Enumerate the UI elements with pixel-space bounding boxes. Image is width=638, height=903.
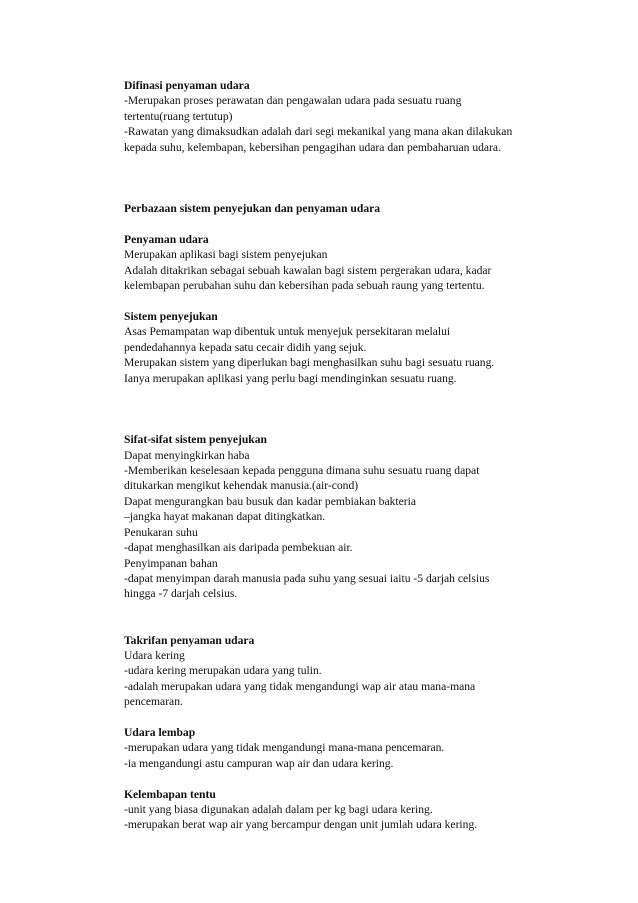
text-line: kelembapan perubahan suhu dan kebersihan pada sebuah raung yang tertentu. (124, 279, 485, 293)
text-line: -Memberikan keselesaan kepada pengguna dimana suhu sesuatu ruang dapat (124, 464, 480, 478)
subheading-udara-lembap: Udara lembap (124, 725, 196, 739)
subheading-penyaman-udara: Penyaman udara (124, 233, 209, 247)
spacer (124, 386, 544, 417)
section-heading-difinasi: Difinasi penyaman udara (124, 79, 250, 92)
text-line: pencemaran. (124, 695, 183, 709)
spacer (124, 602, 544, 633)
text-line: kepada suhu, kelembapan, kebersihan pengagihan udara dan pembaharuan udara. (124, 140, 501, 154)
text-line: tertentu(ruang tertutup) (124, 109, 233, 123)
spacer (124, 771, 544, 786)
spacer (124, 186, 544, 201)
text-line: Dapat menyingkirkan haba (124, 448, 250, 462)
text-line: Dapat mengurangkan bau busuk dan kadar pembiakan bakteria (124, 494, 416, 508)
text-line: -unit yang biasa digunakan adalah dalam per kg bagi udara kering. (124, 802, 433, 816)
text-line: -merupakan udara yang tidak mengandungi mana-mana pencemaran. (124, 741, 445, 755)
text-line: Asas Pemampatan wap dibentuk untuk menyejuk persekitaran melalui (124, 325, 451, 339)
spacer (124, 155, 544, 186)
text-line: -udara kering merupakan udara yang tulin. (124, 664, 322, 678)
text-line: –jangka hayat makanan dapat ditingkatkan. (124, 510, 326, 524)
spacer (124, 294, 544, 309)
text-line: Penyimpanan bahan (124, 556, 218, 570)
spacer (124, 217, 544, 232)
text-line: -Rawatan yang dimaksudkan adalah dari segi mekanikal yang mana akan dilakukan (124, 125, 513, 139)
text-line: -ia mengandungi astu campuran wap air dan udara kering. (124, 756, 394, 770)
text-line: -adalah merupakan udara yang tidak mengandungi wap air atau mana-mana (124, 679, 476, 693)
section-heading-sifat-sifat: Sifat-sifat sistem penyejukan (124, 433, 267, 447)
text-line: -dapat menyimpan darah manusia pada suhu yang sesuai iaitu -5 darjah celsius (124, 571, 490, 585)
text-line: Ianya merupakan aplikasi yang perlu bagi mendinginkan sesuatu ruang. (124, 371, 457, 385)
spacer (124, 417, 544, 432)
text-line: Penukaran suhu (124, 525, 198, 539)
document-body (124, 78, 544, 833)
subheading-sistem-penyejukan: Sistem penyejukan (124, 310, 218, 324)
text-line: Adalah ditakrikan sebagai sebuah kawalan bagi sistem pergerakan udara, kadar (124, 263, 492, 277)
text-line: -dapat menghasilkan ais daripada pembekuan air. (124, 541, 353, 555)
section-heading-perbazaan: Perbazaan sistem penyejukan dan penyaman udara (124, 202, 381, 216)
text-line: pendedahannya kepada satu cecair didih yang sejuk. (124, 340, 367, 354)
text-line: Merupakan sistem yang diperlukan bagi menghasilkan suhu bagi sesuatu ruang. (124, 356, 495, 370)
text-line: ditukarkan mengikut kehendak manusia.(air-cond) (124, 479, 359, 493)
spacer (124, 710, 544, 725)
subheading-kelembapan-tentu: Kelembapan tentu (124, 787, 216, 801)
text-line: hingga -7 darjah celsius. (124, 587, 238, 601)
text-line: Merupakan aplikasi bagi sistem penyejukan (124, 248, 328, 262)
text-line: -merupakan berat wap air yang bercampur dengan unit jumlah udara kering. (124, 818, 478, 832)
text-line: Udara kering (124, 648, 185, 662)
section-heading-takrifan: Takrifan penyaman udara (124, 633, 255, 647)
text-line: -Merupakan proses perawatan dan pengawalan udara pada sesuatu ruang (124, 94, 462, 108)
